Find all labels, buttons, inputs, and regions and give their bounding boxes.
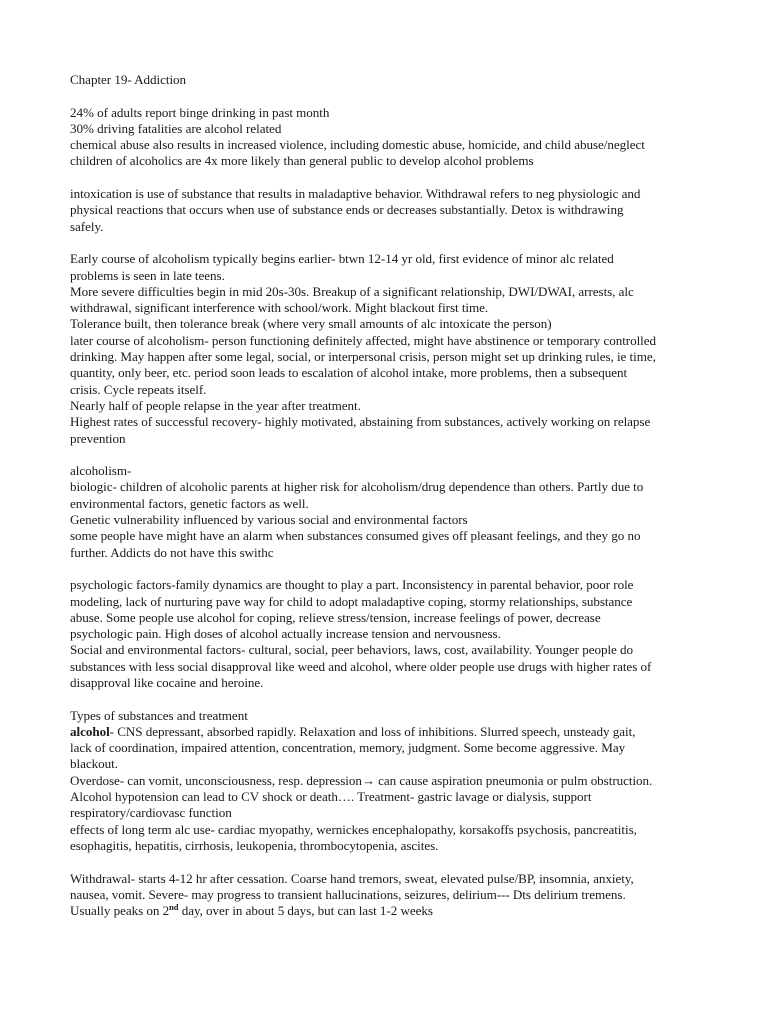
types-line: Alcohol hypotension can lead to CV shock or death…. Treatment- gastric lavage or dialysis, support [70,789,592,805]
ordinal-suffix: nd [169,902,179,913]
stat-line: chemical abuse also results in increased violence, including domestic abuse, homicide, and child abuse/neglect [70,137,645,153]
document-body [70,72,700,919]
alcoholism-line: biologic- children of alcoholic parents at higher risk for alcoholism/drug dependence than others. Partly due to [70,479,644,495]
course-line: Highest rates of successful recovery- highly motivated, abstaining from substances, actively working on relapse [70,414,651,430]
psychologic-line: modeling, lack of nurturing pave way for child to adopt maladaptive coping, stormy relationships, substance [70,593,633,609]
stat-line: 24% of adults report binge drinking in past month [70,104,330,120]
course-line: later course of alcoholism- person functioning definitely affected, might have abstinence or temporary controlled [70,332,657,348]
alcohol-line [70,724,700,740]
withdrawal-line: Withdrawal- starts 4-12 hr after cessation. Coarse hand tremors, sweat, elevated pulse/BP, insomnia, anxiety, [70,870,634,886]
psychologic-line: disapproval like cocaine and heroine. [70,674,264,690]
withdrawal-peak-before: Usually peaks on 2 [70,903,170,919]
stat-line: 30% driving fatalities are alcohol related [70,120,282,136]
types-line: blackout. [70,756,118,772]
types-heading: Types of substances and treatment [70,707,248,723]
alcohol-description: - CNS depressant, absorbed rapidly. Relaxation and loss of inhibitions. Slurred speech, unsteady gait, [109,723,636,739]
psychologic-line: substances with less social disapproval like weed and alcohol, where older people use drugs with higher rates of [70,658,652,674]
types-line: esophagitis, hepatitis, cirrhosis, leukopenia, thrombocytopenia, ascites. [70,837,439,853]
alcohol-term: alcohol [70,723,110,739]
types-line: Overdose- can vomit, unconsciousness, resp. depression→ can cause aspiration pneumonia or pulm obstruction. [70,772,653,788]
types-line: respiratory/cardiovasc function [70,805,232,821]
course-line: withdrawal, significant interference with school/work. Might blackout first time. [70,300,489,316]
intoxication-line: safely. [70,218,104,234]
stat-line: children of alcoholics are 4x more likely than general public to develop alcohol problems [70,153,534,169]
course-line: Tolerance built, then tolerance break (where very small amounts of alc intoxicate the person) [70,316,552,332]
alcoholism-line: environmental factors, genetic factors as well. [70,495,309,511]
course-line: drinking. May happen after some legal, social, or interpersonal crisis, person might set up drinking rules, ie time, [70,349,656,365]
types-line: lack of coordination, impaired attention, concentration, memory, judgment. Some become aggressive. May [70,740,626,756]
course-line: quantity, only beer, etc. period soon leads to escalation of alcohol intake, more problems, then a subsequent [70,365,628,381]
course-line: Nearly half of people relapse in the year after treatment. [70,397,361,413]
course-line: Early course of alcoholism typically begins earlier- btwn 12-14 yr old, first evidence of minor alc related [70,251,614,267]
course-line: More severe difficulties begin in mid 20s-30s. Breakup of a significant relationship, DWI/DWAI, arrests, alc [70,283,634,299]
course-line: crisis. Cycle repeats itself. [70,381,207,397]
chapter-title: Chapter 19- Addiction [70,72,187,87]
alcoholism-line: alcoholism- [70,463,132,479]
psychologic-line: psychologic pain. High doses of alcohol actually increase tension and nervousness. [70,626,501,642]
intoxication-line: intoxication is use of substance that results in maladaptive behavior. Withdrawal refers to neg physiologic and [70,186,641,202]
alcoholism-line: some people have might have an alarm when substances consumed gives off pleasant feelings, and they go no [70,528,641,544]
types-line: effects of long term alc use- cardiac myopathy, wernickes encephalopathy, korsakoffs psychosis, pancreatitis, [70,821,637,837]
psychologic-line: Social and environmental factors- cultural, social, peer behaviors, laws, cost, availability. Younger people do [70,642,634,658]
intoxication-line: physical reactions that occurs when use of substance ends or decreases substantially. Detox is withdrawing [70,202,624,218]
withdrawal-peak-line [70,903,700,919]
psychologic-line: psychologic factors-family dynamics are thought to play a part. Inconsistency in parental behavior, poor role [70,577,634,593]
course-line: prevention [70,430,126,446]
alcoholism-line: Genetic vulnerability influenced by various social and environmental factors [70,512,468,528]
course-line: problems is seen in late teens. [70,267,225,283]
psychologic-line: abuse. Some people use alcohol for coping, relieve stress/tension, increase feelings of power, decrease [70,609,601,625]
withdrawal-peak-after: day, over in about 5 days, but can last 1-2 weeks [178,903,433,919]
alcoholism-line: further. Addicts do not have this swithc [70,544,274,560]
withdrawal-line: nausea, vomit. Severe- may progress to transient hallucinations, seizures, delirium--- Dts delirium tremens. [70,886,626,902]
